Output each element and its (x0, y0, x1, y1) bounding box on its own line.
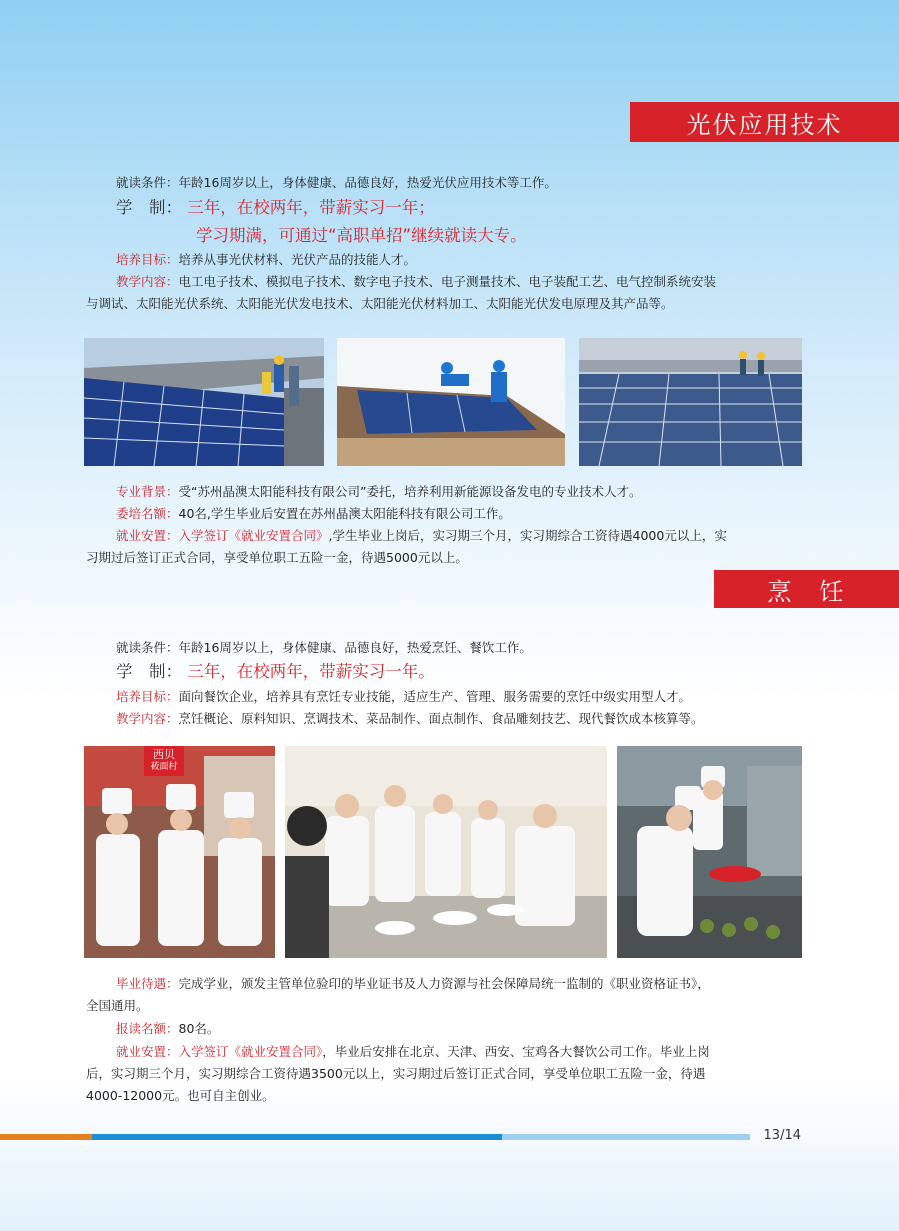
cook-grad-text-2: 全国通用。 (86, 998, 149, 1013)
section-title-pv: 光伏应用技术 (630, 102, 899, 142)
pv-quota-label: 委培名额： (116, 506, 179, 521)
cook-goal-label: 培养目标： (116, 689, 179, 704)
pv-employ-red: 入学签订《就业安置合同》 (178, 528, 329, 543)
pv-content-text-2: 与调试、太阳能光伏系统、太阳能光伏发电技术、太阳能光伏材料加工、太阳能光伏发电原理及其产品等。 (86, 296, 674, 311)
cook-employ-text-2: 后，实习期三个月，实习期综合工资待遇3500元以上，实习期过后签订正式合同，享受单位职工五险一金，待遇 (86, 1066, 706, 1081)
footer-bar-orange (0, 1134, 92, 1140)
cook-grad-label: 毕业待遇： (116, 976, 179, 991)
cook-content-text: 烹饪概论、原料知识、烹调技术、菜品制作、面点制作、食品雕刻技艺、现代餐饮成本核算等。 (178, 711, 704, 726)
solar-photo-1 (84, 338, 324, 466)
cook-employ (116, 1041, 836, 1063)
cooking-class-photo (285, 746, 607, 958)
pv-employ-text-1: ,学生毕业上岗后，实习期三个月，实习期综合工资待遇4000元以上，实 (328, 528, 727, 543)
pv-employ-text-2: 习期过后签订正式合同，享受单位职工五险一金，待遇5000元以上。 (86, 550, 468, 565)
pv-duration-line1: 三年，在校两年，带薪实习一年； (187, 198, 435, 217)
cook-grad-text-1: 完成学业，颁发主管单位验印的毕业证书及人力资源与社会保障局统一监制的《职业资格证书》， (178, 976, 710, 991)
cook-duration-line1: 三年，在校两年，带薪实习一年。 (187, 662, 435, 681)
footer-bar-blue (92, 1134, 502, 1140)
pv-duration-line2: 学习期满，可通过“高职单招”继续就读大专。 (196, 226, 527, 245)
pv-requirement: 就读条件：年龄16周岁以上，身体健康、品德良好，热爱光伏应用技术等工作。 (116, 175, 557, 190)
pv-duration (116, 197, 836, 219)
pv-content (116, 271, 836, 293)
pv-content-label: 教学内容： (116, 274, 179, 289)
pv-background (116, 481, 836, 503)
solar-photo-3 (579, 338, 802, 466)
pv-background-label: 专业背景： (116, 484, 179, 499)
chef-photo-sign: 西贝 (153, 748, 175, 761)
pv-employ-label: 就业安置： (116, 528, 179, 543)
cook-content-label: 教学内容： (116, 711, 179, 726)
cook-quota (116, 1018, 836, 1040)
pv-goal-label: 培养目标： (116, 252, 179, 267)
solar-photo-2 (337, 338, 565, 466)
pv-goal-text: 培养从事光伏材料、光伏产品的技能人才。 (178, 252, 417, 267)
cook-content (116, 708, 836, 730)
cook-requirement: 就读条件：年龄16周岁以上，身体健康、品德良好，热爱烹饪、餐饮工作。 (116, 640, 532, 655)
pv-employ (116, 525, 836, 547)
pv-quota (116, 503, 836, 525)
cook-employ-text-1: ，毕业后安排在北京、天津、西安、宝鸡各大餐饮公司工作。毕业上岗 (322, 1044, 710, 1059)
cook-duration-label: 学 制： (116, 662, 182, 681)
cook-employ-red: 入学签订《就业安置合同》 (178, 1044, 323, 1059)
cook-quota-text: 80名。 (178, 1021, 220, 1036)
pv-duration-label: 学 制： (116, 198, 182, 217)
kitchen-photo (617, 746, 802, 958)
section-title-cooking: 烹 饪 (714, 570, 899, 608)
cook-quota-label: 报读名额： (116, 1021, 179, 1036)
cook-employ-label: 就业安置： (116, 1044, 179, 1059)
cook-duration (116, 661, 836, 683)
cook-goal-text: 面向餐饮企业，培养具有烹饪专业技能，适应生产、管理、服务需要的烹饪中级实用型人才。 (178, 689, 692, 704)
pv-content-text-1: 电工电子技术、模拟电子技术、数字电子技术、电子测量技术、电子装配工艺、电气控制系统安装 (178, 274, 717, 289)
cook-grad (116, 973, 836, 995)
page-number: 13/14 (763, 1128, 801, 1143)
cook-employ-text-3: 4000-12000元。也可自主创业。 (86, 1088, 275, 1103)
chef-photo-sign-2: 莜面村 (150, 762, 178, 772)
footer-bar-light (502, 1134, 750, 1140)
chef-photo-1 (84, 746, 275, 958)
pv-goal (116, 249, 836, 271)
pv-background-text: 受“苏州晶澳太阳能科技有限公司”委托，培养利用新能源设备发电的专业技术人才。 (178, 484, 642, 499)
pv-quota-text: 40名,学生毕业后安置在苏州晶澳太阳能科技有限公司工作。 (178, 506, 511, 521)
cook-goal (116, 686, 836, 708)
